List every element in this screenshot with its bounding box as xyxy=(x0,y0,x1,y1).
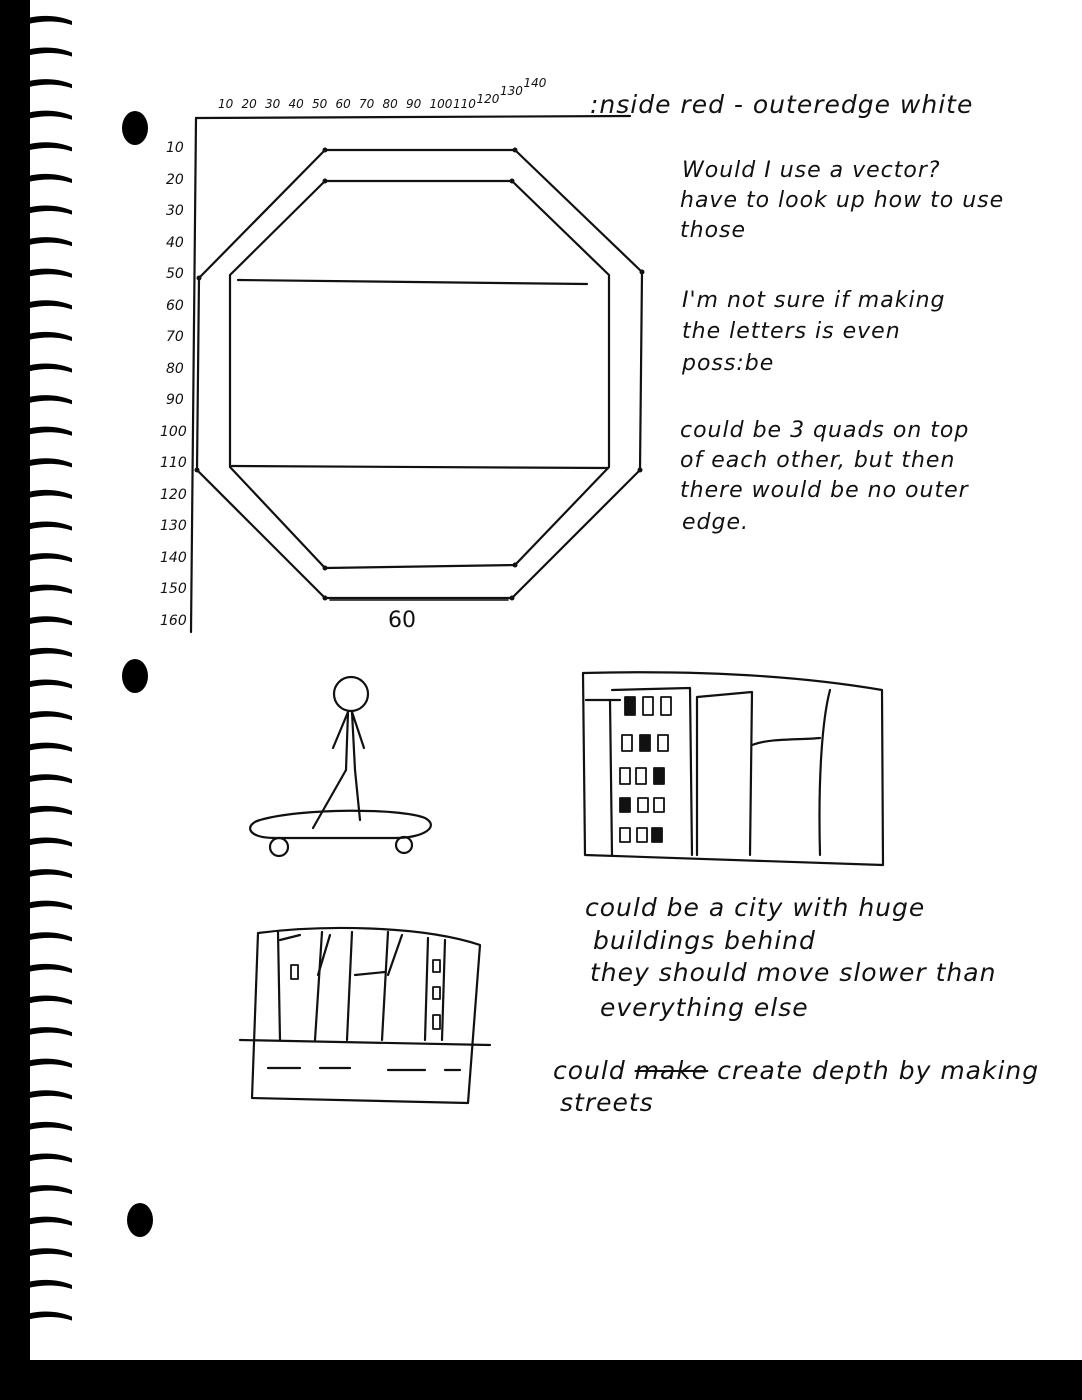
street-dashes xyxy=(268,1068,460,1070)
octagon-upper-divider xyxy=(238,280,587,284)
depth-note-prefix: could xyxy=(553,1056,626,1085)
depth-note-line-2: streets xyxy=(560,1088,654,1117)
y-tick-label: 110 xyxy=(160,455,187,471)
octagon-lower-divider xyxy=(232,466,608,468)
x-tick-label: 60 xyxy=(335,97,351,111)
x-tick-label: 120 xyxy=(476,92,500,106)
city-skyline-sketch xyxy=(583,672,883,865)
y-tick-label: 120 xyxy=(160,486,187,503)
vector-note-line-1: Would I use a vector? xyxy=(682,158,941,183)
y-tick-label: 30 xyxy=(166,203,184,219)
skateboard-wheel-right xyxy=(396,837,412,853)
depth-note-line-1 xyxy=(553,1058,1039,1083)
quads-note-line-2: of each other, but then xyxy=(680,448,956,473)
octagon-grid-axes xyxy=(191,116,630,632)
y-tick-label: 60 xyxy=(166,297,184,314)
letters-note-line-3: poss:be xyxy=(682,351,775,376)
skateboarder-sketch xyxy=(250,677,431,856)
y-tick-label: 50 xyxy=(166,266,184,282)
depth-note-rest: create depth by making xyxy=(717,1056,1040,1085)
depth-note-struck-word: make xyxy=(634,1056,709,1085)
vector-note-line-3: those xyxy=(680,218,747,243)
y-tick-label: 90 xyxy=(166,392,184,408)
octagon-inner-edge xyxy=(230,181,609,568)
y-tick-label: 140 xyxy=(160,549,187,566)
x-tick-label: 70 xyxy=(359,97,375,111)
city-note-line-1: could be a city with huge xyxy=(585,893,926,922)
y-tick-label: 130 xyxy=(160,518,187,534)
y-tick-label: 70 xyxy=(166,329,184,345)
x-tick-label: 100 xyxy=(429,97,453,111)
y-tick-label: 20 xyxy=(166,171,184,188)
city-note-line-3: they should move slower than xyxy=(590,958,997,987)
x-tick-label: 50 xyxy=(312,97,328,111)
y-tick-label: 100 xyxy=(160,423,187,440)
skater-head xyxy=(334,677,368,711)
vector-note-line-2: have to look up how to use xyxy=(680,188,1005,213)
octagon-outer-edge xyxy=(197,150,642,598)
building-windows-filled xyxy=(620,697,664,842)
street-scene-sketch xyxy=(240,928,490,1103)
x-tick-label: 90 xyxy=(406,97,422,111)
letters-note-line-2: the letters is even xyxy=(682,319,901,344)
y-tick-label: 160 xyxy=(160,612,187,629)
quads-note-line-3: there would be no outer xyxy=(680,478,969,503)
letters-note-line-1: I'm not sure if making xyxy=(682,288,946,313)
skateboard-deck xyxy=(250,811,431,838)
quads-note-line-1: could be 3 quads on top xyxy=(680,418,970,443)
x-tick-label: 30 xyxy=(265,97,281,111)
city-note-line-2: buildings behind xyxy=(593,926,816,955)
city-note-line-4: everything else xyxy=(600,993,809,1022)
quads-note-line-4: edge. xyxy=(682,510,749,535)
x-tick-label: 10 xyxy=(218,97,234,111)
y-tick-label: 150 xyxy=(160,581,187,597)
y-tick-label: 40 xyxy=(166,234,184,251)
x-tick-label: 140 xyxy=(523,76,547,90)
x-tick-label: 20 xyxy=(241,97,257,111)
y-tick-label: 10 xyxy=(166,140,184,156)
x-tick-label: 40 xyxy=(288,97,304,111)
x-tick-label: 110 xyxy=(453,97,476,111)
y-tick-label: 80 xyxy=(166,360,184,377)
octagon-color-note: :nside red - outeredge white xyxy=(590,90,974,119)
width-label: 60 xyxy=(388,608,416,633)
x-tick-label: 80 xyxy=(382,97,398,111)
x-tick-label: 130 xyxy=(500,84,523,98)
skateboard-wheel-left xyxy=(270,838,288,856)
